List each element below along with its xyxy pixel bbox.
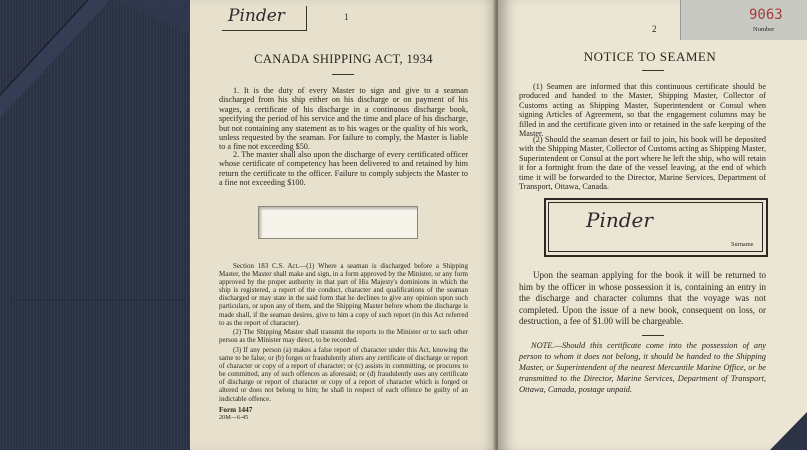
book-cover xyxy=(0,0,200,450)
page-number-left: 1 xyxy=(344,12,349,22)
title-rule xyxy=(332,74,354,75)
cover-corner-fold xyxy=(0,0,200,450)
page-number-right: 2 xyxy=(652,24,657,34)
handwritten-name: Pinder xyxy=(228,6,285,26)
form-print: 20M—6-45 xyxy=(219,414,249,421)
tab-label: Number xyxy=(753,26,775,33)
right-para-1: (1) Seamen are informed that this continuous certificate should be produced and handed to the Master, Shipping Master, Collector of Customs acting as Shipping Master, Superintendent or Consul when signing Articles of Agreement, so that the engagement columns may be filled in and the certificate given into or retained in the safe keeping of the Master. xyxy=(519,82,766,139)
notice-note: NOTE.—Should this certificate come into the possession of any person to whom it does not belong, it should be handed to the Shipping Master, or Superintendent of the nearest Mercantile Marine Office, or be transmitted to the Director, Marine Services, Department of Transport, Ottawa, Canada, postage unpaid. xyxy=(519,341,766,394)
left-title: CANADA SHIPPING ACT, 1934 xyxy=(254,52,433,66)
name-underline xyxy=(222,30,306,31)
tab-number: 9063 xyxy=(749,7,783,23)
cutout-window xyxy=(258,206,418,239)
number-tab xyxy=(680,0,807,40)
form-number: Form 1447 xyxy=(219,406,253,414)
section-183-3: (3) If any person (a) makes a false report of character under this Act, knowing the same to be false; or (b) forges or fraudulently alters any certificate of discharge or report of character or copy of a report of character; or (c) assists in committing, or procures to be committed, any of such offences as aforesaid; or (d) fraudulently uses any certificate of discharge or report of character or copy of a report of character which is forged or altered or does not belong to him; he shall in respect of each offence be guilty of an indictable offence. xyxy=(219,346,468,403)
right-title: NOTICE TO SEAMEN xyxy=(583,49,717,64)
surname-value: Pinder xyxy=(586,208,653,232)
left-para-1: 1. It is the duty of every Master to sign and give to a seaman discharged from his ship either on his discharge or on payment of his wages, a certificate of his discharge in a continuous discharge book, specifying the period of his service and the time and place of his discharge, but not containing any statement as to his wages or the quality of his work, unless requested by the seaman. For failure to comply, the Master is liable to a fine not exceeding $50. xyxy=(219,86,468,152)
right-para-3: Upon the seaman applying for the book it will be returned to him by the officer in whose possession it is, containing an entry in the discharge and character columns that the voyage was not completed. Upon the issue of a new book, consequent on loss, or destruction, a fee of $1.00 will be chargeable. xyxy=(519,270,766,327)
section-183-2: (2) The Shipping Master shall transmit the reports to the Minister or to such other person as the Minister may direct, to be recorded. xyxy=(219,328,468,345)
right-title-rule xyxy=(642,70,664,71)
surname-label: Surname xyxy=(731,241,754,248)
name-box-side xyxy=(306,6,307,31)
section-183-1: Section 183 C.S. Act.—(1) Where a seaman is discharged before a Shipping Master, the Master shall make and sign, in a form approved by the Minister, or any form approved by the proper authority in that part of His Majesty's dominions in which the ship is registered, a report of the conduct, character and qualifications of the seaman discharged or may state in the said form that he declines to give any opinion upon such particulars, or upon any of them, and the Shipping Master before whom the discharge is made shall, if the seaman desires, give to him a copy of such report (in this Act referred to as the report of character). xyxy=(219,262,468,327)
note-divider xyxy=(642,335,664,336)
left-para-2: 2. The master shall also upon the discharge of every certificated officer whose certificate of competency has been delivered to and retained by him return the certificate to the officer. Failure to comply subjects the Master to a fine not exceeding $100. xyxy=(219,150,468,188)
right-para-2: (2) Should the seaman desert or fail to join, his book will be deposited with the Shipping Master, Collector of Customs acting as Shipping Master, Superintendent or Consul at the port where he left the ship, who will retain it for a fortnight from the date of the vessel leaving, at the end of which time it will be forwarded to the Director, Marine Services, Department of Transport, Ottawa, Canada. xyxy=(519,135,766,192)
